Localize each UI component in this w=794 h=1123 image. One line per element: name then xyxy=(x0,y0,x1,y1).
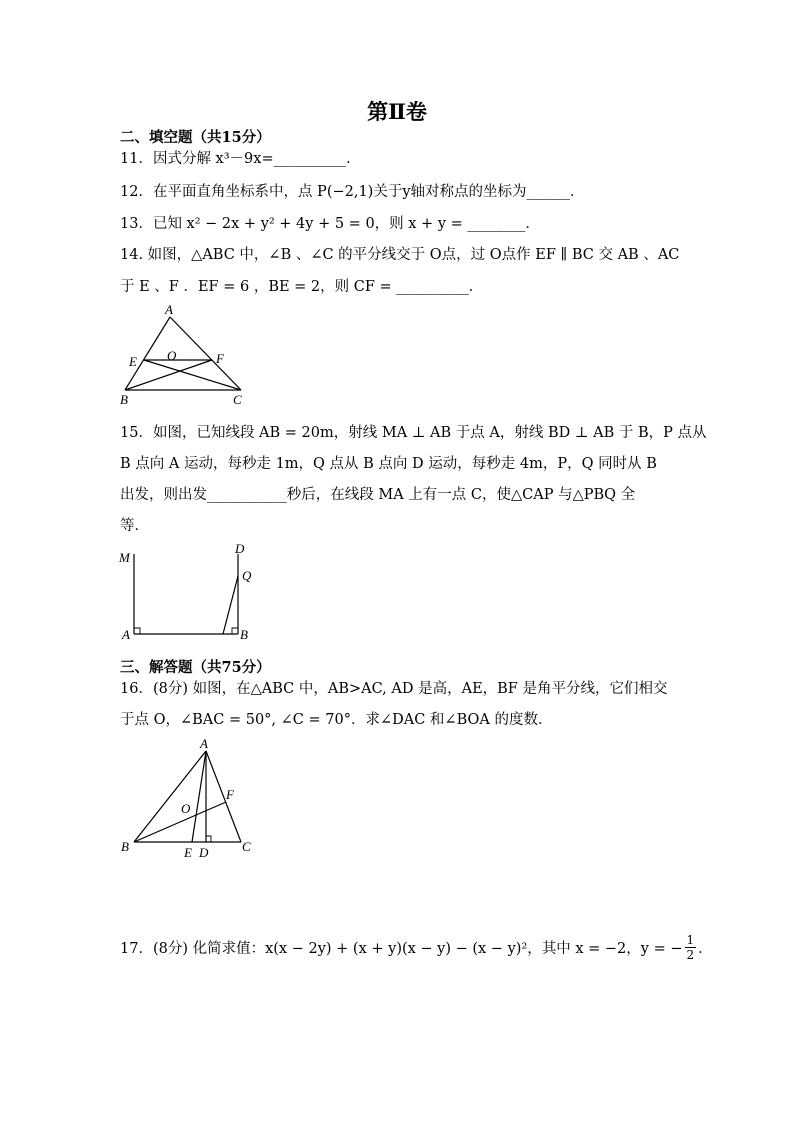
fig14-label-f: F xyxy=(216,351,224,366)
question-16-line-2: 于点 O，∠BAC = 50°, ∠C = 70°．求∠DAC 和∠BOA 的度数． xyxy=(120,712,553,728)
section-answer-heading: 三、解答题（共75分） xyxy=(120,659,271,676)
fig14-label-b: B xyxy=(120,392,128,407)
fig15-label-b: B xyxy=(240,627,248,642)
fig16-label-a: A xyxy=(200,736,208,751)
fig15-right-angle-b xyxy=(232,628,238,634)
fig16-right-angle-d xyxy=(206,836,211,842)
fig16-label-d: D xyxy=(199,845,209,860)
question-15-line-3: 出发，则出发___________秒后，在线段 MA 上有一点 C，使△CAP 与△PBQ 全 xyxy=(120,487,636,503)
question-11: 11．因式分解 x³－9x=__________． xyxy=(120,151,361,167)
question-17 xyxy=(120,933,713,962)
fig15-segment-pq xyxy=(223,576,238,634)
fig16-bisector-bf xyxy=(134,802,226,842)
fig14-label-c: C xyxy=(233,392,242,407)
fig14-label-a: A xyxy=(165,302,173,317)
fraction-one-half xyxy=(685,933,697,962)
question-14-line-1: 14. 如图，△ABC 中，∠B 、∠C 的平分线交于 O点，过 O点作 EF ∥ BC 交 AB 、AC xyxy=(120,247,680,263)
question-14-line-2: 于 E 、F ．EF = 6 ，BE = 2，则 CF = __________． xyxy=(120,279,484,295)
fig16-label-f: F xyxy=(226,787,234,802)
page-title: 第Ⅱ卷 xyxy=(367,99,427,124)
fig16-side-ab xyxy=(134,751,206,842)
question-12: 12．在平面直角坐标系中，点 P(−2,1)关于y轴对称点的坐标为______． xyxy=(120,184,585,200)
fig16-label-o: O xyxy=(181,801,191,816)
fraction-numerator: 1 xyxy=(686,933,695,947)
figure-16-triangle xyxy=(115,730,265,860)
question-15-line-2: B 点向 A 运动，每秒走 1m，Q 点从 B 点向 D 运动，每秒走 4m，P，Q 同时从 B xyxy=(120,456,657,472)
question-13: 13．已知 x² − 2x + y² + 4y + 5 = 0，则 x + y = ________． xyxy=(120,216,540,232)
fig14-label-e: E xyxy=(129,354,137,369)
fig15-label-d: D xyxy=(235,541,245,556)
fig14-label-o: O xyxy=(167,348,177,363)
question-16-line-1: 16．(8分) 如图，在△ABC 中，AB>AC, AD 是高，AE，BF 是角平分线，它们相交 xyxy=(120,681,668,697)
fig16-label-c: C xyxy=(242,839,251,854)
fig14-bisector-b xyxy=(125,360,212,390)
fraction-denominator: 2 xyxy=(686,948,695,962)
fig15-right-angle-a xyxy=(134,628,140,634)
fig16-label-b: B xyxy=(121,839,129,854)
fig15-label-m: M xyxy=(119,550,130,565)
question-15-line-1: 15．如图，已知线段 AB = 20m，射线 MA ⊥ AB 于点 A，射线 BD ⊥ AB 于 B，P 点从 xyxy=(120,425,707,441)
figure-14-triangle xyxy=(115,300,255,410)
fig16-label-e: E xyxy=(184,845,192,860)
fig16-bisector-ae xyxy=(192,751,206,842)
section-fill-blank-heading: 二、填空题（共15分） xyxy=(120,129,271,146)
question-17-end: ． xyxy=(698,941,713,957)
figure-15-segments xyxy=(115,540,265,645)
question-17-text: 17．(8分) 化简求值：x(x − 2y) + (x + y)(x − y) − (x − y)²，其中 x = −2，y = − xyxy=(120,941,683,957)
fig15-label-a: A xyxy=(122,627,130,642)
fig16-side-ac xyxy=(206,751,241,842)
question-15-line-4: 等． xyxy=(120,518,149,534)
fig15-label-q: Q xyxy=(242,568,252,583)
